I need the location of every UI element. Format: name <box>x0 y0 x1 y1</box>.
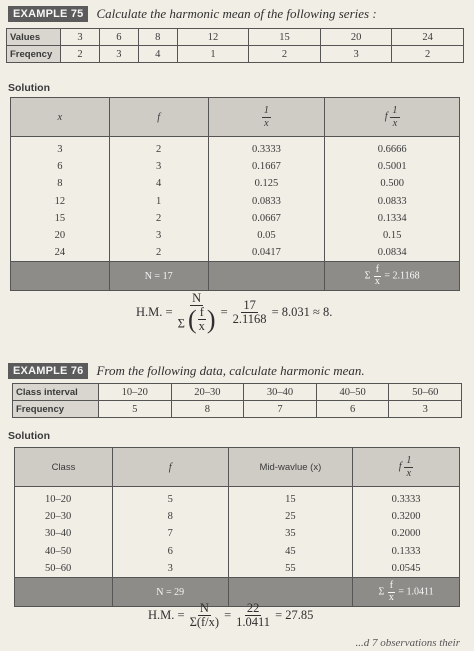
header-inverse-x: $\frac{1}{x}$ <box>208 98 325 137</box>
hm-label: H.M. = <box>136 305 173 320</box>
f-over-x-value: 0.6666 <box>377 144 407 155</box>
f-value: 2 <box>156 247 162 259</box>
f-value: 3 <box>167 562 173 574</box>
example-75-title: Calculate the harmonic mean of the following series : <box>96 6 377 21</box>
x-value: 8 <box>57 178 63 190</box>
solution-body-row-76 <box>15 487 460 578</box>
frequency-row <box>7 46 464 63</box>
inverse-value: 0.0417 <box>251 247 281 259</box>
f-value: 6 <box>167 545 173 557</box>
values-row <box>7 29 464 46</box>
f-over-x-value: 0.0834 <box>377 247 407 259</box>
frequency-cell: 3 <box>389 401 462 418</box>
f-value: 3 <box>156 161 162 173</box>
example-75-solution-table <box>10 97 460 291</box>
mid-value: 45 <box>285 545 296 557</box>
total-empty <box>11 262 110 291</box>
f-over-x-value: 0.1334 <box>377 212 407 224</box>
frequency-label-76: Frequency <box>13 401 99 418</box>
total-n: N = 17 <box>109 262 208 291</box>
class-value: 20–30 <box>45 511 72 523</box>
f-over-x-value: 0.3200 <box>391 511 421 523</box>
mid-value: 55 <box>285 562 296 574</box>
f-value: 8 <box>167 511 173 523</box>
frequency-cell: 2 <box>61 46 100 63</box>
example-75-badge: EXAMPLE 75 <box>8 6 88 22</box>
cut-off-footer-text: ...d 7 observations their <box>355 637 460 649</box>
x-column <box>11 137 110 262</box>
inverse-value: 0.05 <box>257 230 276 242</box>
f-value: 5 <box>167 494 173 505</box>
inverse-x-column <box>208 137 325 262</box>
hm-result-76: = 27.85 <box>275 608 314 623</box>
example-76-solution-table <box>14 447 460 607</box>
header-f: f <box>109 98 208 137</box>
value-cell: 8 <box>138 29 177 46</box>
class-cell: 50–60 <box>389 384 462 401</box>
values-label: Values <box>7 29 61 46</box>
example-76-header <box>8 363 365 379</box>
frequency-cell: 7 <box>244 401 317 418</box>
mid-value-column <box>228 487 353 578</box>
value-cell: 24 <box>392 29 464 46</box>
f-over-x-column-76 <box>353 487 460 578</box>
f-value: 2 <box>156 212 162 224</box>
f-over-x-value: 0.1333 <box>391 545 421 557</box>
value-cell: 3 <box>61 29 100 46</box>
x-value: 15 <box>54 212 66 224</box>
inverse-value: 0.0667 <box>251 212 281 224</box>
f-column <box>109 137 208 262</box>
total-empty <box>15 578 113 607</box>
f-over-x-value: 0.2000 <box>391 528 421 540</box>
hm-label-76: H.M. = <box>148 608 185 623</box>
frequency-cell: 5 <box>99 401 172 418</box>
frequency-cell: 4 <box>138 46 177 63</box>
inverse-value: 0.0833 <box>251 195 281 207</box>
frequency-row-76 <box>13 401 462 418</box>
header-mid-value: Mid-wavlue (x) <box>228 448 353 487</box>
f-over-x-value: 0.0833 <box>377 195 407 207</box>
f-value: 7 <box>167 528 173 540</box>
solution-label-76: Solution <box>8 430 50 442</box>
total-empty <box>208 262 325 291</box>
mid-value: 35 <box>285 528 296 540</box>
f-over-x-value: 0.5001 <box>377 161 407 173</box>
value-cell: 20 <box>320 29 392 46</box>
frequency-cell: 3 <box>99 46 138 63</box>
class-value: 30–40 <box>45 528 72 540</box>
class-interval-label: Class interval <box>13 384 99 401</box>
frequency-cell: 1 <box>177 46 249 63</box>
hm-formula-76 <box>148 602 313 629</box>
class-value: 50–60 <box>45 562 72 574</box>
mid-value: 15 <box>285 494 296 505</box>
inverse-value: 0.1667 <box>251 161 281 173</box>
value-cell: 15 <box>249 29 321 46</box>
f-value: 4 <box>156 178 162 190</box>
frequency-cell: 6 <box>316 401 389 418</box>
class-value: 10–20 <box>45 494 72 505</box>
x-value: 3 <box>57 144 63 155</box>
value-cell: 6 <box>99 29 138 46</box>
solution-total-row <box>11 262 460 291</box>
f-over-x-value: 0.500 <box>380 178 404 190</box>
mid-value: 25 <box>285 511 296 523</box>
inverse-value: 0.3333 <box>251 144 281 155</box>
frequency-cell: 3 <box>320 46 392 63</box>
example-76-data-table <box>12 383 462 418</box>
class-column <box>15 487 113 578</box>
f-value: 1 <box>156 195 162 207</box>
header-x: x <box>11 98 110 137</box>
x-value: 24 <box>54 247 66 259</box>
header-f-76: f <box>112 448 228 487</box>
f-value: 2 <box>156 144 162 155</box>
f-over-x-value: 0.15 <box>382 230 402 242</box>
total-n-76: N = 29 <box>112 578 228 607</box>
solution-header-row-76 <box>15 448 460 487</box>
hm-equals: = <box>220 305 228 320</box>
f-over-x-value: 0.0545 <box>391 562 421 574</box>
hm-fraction-symbolic: N Σ ( $\frac{f}{x}$ ) <box>177 291 216 334</box>
hm-fraction-numeric: $\frac{17}{2.1168}$ <box>232 298 267 327</box>
solution-header-row <box>11 98 460 137</box>
example-75-header <box>8 6 377 22</box>
class-value: 40–50 <box>45 545 72 557</box>
f-column-76 <box>112 487 228 578</box>
x-value: 12 <box>54 195 66 207</box>
frequency-cell: 8 <box>171 401 244 418</box>
f-value: 3 <box>156 230 162 242</box>
header-f-over-x: f $\frac{1}{x}$ <box>325 98 460 137</box>
hm-formula-75 <box>136 292 332 333</box>
f-over-x-column <box>325 137 460 262</box>
frequency-cell: 2 <box>392 46 464 63</box>
class-cell: 20–30 <box>171 384 244 401</box>
header-f-over-x-76: f $\frac{1}{x}$ <box>353 448 460 487</box>
total-sum: Σ $\frac{f}{x}$ = 2.1168 <box>325 262 460 291</box>
class-cell: 10–20 <box>99 384 172 401</box>
x-value: 6 <box>57 161 63 173</box>
frequency-cell: 2 <box>249 46 321 63</box>
hm-fraction-numeric-76: $\frac{22}{1.0411}$ <box>236 601 271 630</box>
x-value: 20 <box>54 230 66 242</box>
hm-fraction-symbolic-76: $\frac{N}{\Sigma(f/x)}$ <box>189 601 220 630</box>
hm-equals-76: = <box>224 608 232 623</box>
solution-body-row <box>11 137 460 262</box>
total-sum-76: Σ $\frac{f}{x}$ = 1.0411 <box>353 578 460 607</box>
value-cell: 12 <box>177 29 249 46</box>
example-75-data-table <box>6 28 464 63</box>
header-class: Class <box>15 448 113 487</box>
frequency-label: Freqency <box>7 46 61 63</box>
hm-result: = 8.031 ≈ 8. <box>271 305 333 320</box>
example-76-badge: EXAMPLE 76 <box>8 363 88 379</box>
solution-label-75: Solution <box>8 82 50 94</box>
example-76-title: From the following data, calculate harmonic mean. <box>96 363 365 378</box>
class-cell: 30–40 <box>244 384 317 401</box>
f-over-x-value: 0.3333 <box>391 494 421 505</box>
class-cell: 40–50 <box>316 384 389 401</box>
inverse-value: 0.125 <box>254 178 279 190</box>
class-interval-row <box>13 384 462 401</box>
